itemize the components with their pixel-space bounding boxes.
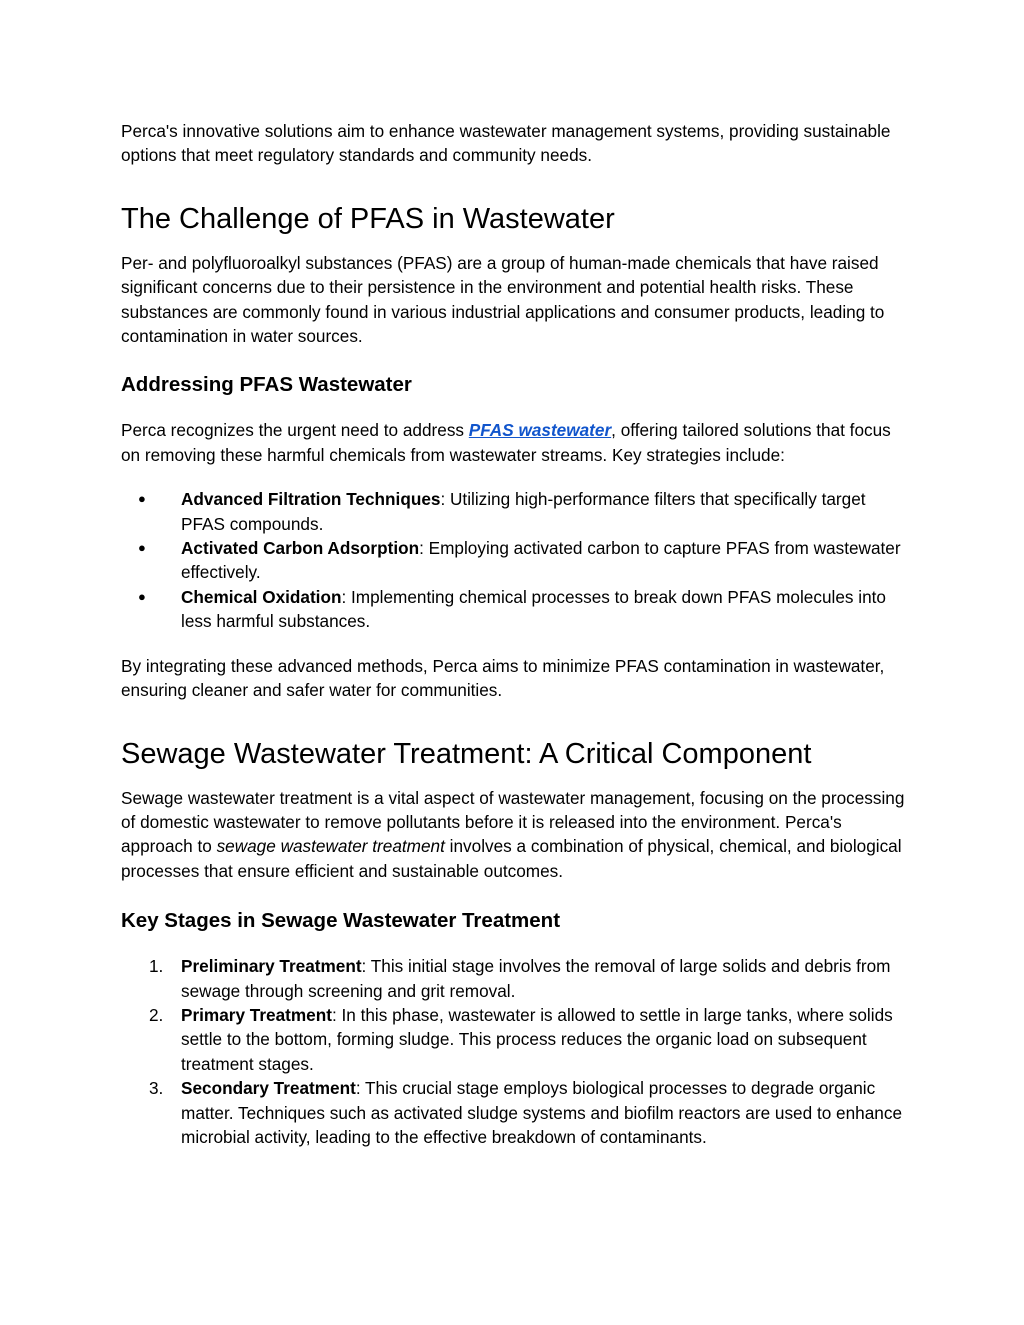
list-item-term: Primary Treatment <box>181 1004 332 1025</box>
document-page <box>121 119 906 1149</box>
list-item-term: Activated Carbon Adsorption <box>181 538 420 559</box>
list-item <box>121 954 906 1003</box>
list-item <box>121 487 906 536</box>
list-item <box>121 585 906 634</box>
addressing-heading: Addressing PFAS Wastewater <box>121 373 412 397</box>
intro-paragraph: Perca's innovative solutions aim to enhance wastewater management systems, providing sustainable options that meet regulatory standards and community needs. <box>121 121 891 166</box>
list-item-desc: : This initial stage involves the removal of large solids and debris from sewage through screening and grit removal. <box>181 956 891 1001</box>
bullet-icon: ● <box>138 491 146 507</box>
list-item <box>121 1076 906 1149</box>
pfas-heading: The Challenge of PFAS in Wastewater <box>121 202 615 235</box>
addressing-paragraph <box>121 418 906 467</box>
list-item <box>121 1003 906 1076</box>
sewage-text-before: Sewage wastewater treatment is a vital aspect of wastewater management, focusing on the processing of domestic wastewater to remove pollutants before it is released into the environment. Perca's approach to <box>121 787 905 857</box>
sewage-paragraph <box>121 786 906 884</box>
closing-paragraph: By integrating these advanced methods, Perca aims to minimize PFAS contamination in wastewater, ensuring cleaner and safer water for communities. <box>121 655 885 701</box>
list-number: 3. <box>149 1078 164 1099</box>
sewage-text-italic: sewage wastewater treatment <box>216 836 445 857</box>
addressing-text-after: , offering tailored solutions that focus on removing these harmful chemicals from wastewater streams. Key strategies include: <box>121 420 891 465</box>
stages-heading: Key Stages in Sewage Wastewater Treatment <box>121 909 561 933</box>
list-item-desc: : Employing activated carbon to capture PFAS from wastewater effectively. <box>181 538 901 583</box>
list-item-desc: : In this phase, wastewater is allowed to settle in large tanks, where solids settle to the bottom, forming sludge. This process reduces the organic load on subsequent treatment stages. <box>181 1004 893 1074</box>
strategy-list <box>121 487 906 633</box>
list-item-desc: : This crucial stage employs biological processes to degrade organic matter. Techniques such as activated sludge systems and biofilm reactors are used to enhance microbial activity, leading to the effective breakdown of contaminants. <box>181 1078 902 1147</box>
bullet-icon: ● <box>138 540 146 556</box>
list-item-desc: : Utilizing high-performance filters that specifically target PFAS compounds. <box>181 489 866 534</box>
sewage-heading: Sewage Wastewater Treatment: A Critical Component <box>121 737 812 770</box>
list-item-desc: : Implementing chemical processes to break down PFAS molecules into less harmful substances. <box>181 586 886 632</box>
list-item-term: Chemical Oxidation <box>181 586 342 607</box>
pfas-wastewater-link[interactable]: PFAS wastewater <box>468 420 612 441</box>
stages-list <box>121 954 906 1149</box>
addressing-text-before: Perca recognizes the urgent need to address <box>121 420 469 441</box>
list-item-term: Preliminary Treatment <box>181 956 362 977</box>
list-number: 1. <box>149 956 164 977</box>
sewage-text-after: involves a combination of physical, chemical, and biological processes that ensure efficient and sustainable outcomes. <box>121 836 902 881</box>
list-item-term: Advanced Filtration Techniques <box>181 489 441 510</box>
list-item-term: Secondary Treatment <box>181 1078 356 1099</box>
list-number: 2. <box>149 1004 164 1025</box>
bullet-icon: ● <box>138 588 146 604</box>
pfas-paragraph: Per- and polyfluoroalkyl substances (PFAS) are a group of human-made chemicals that have raised significant concerns due to their persistence in the environment and potential health risks. These substances are commonly found in various industrial applications and consumer products, leading to contamination in water sources. <box>121 252 885 347</box>
list-item <box>121 536 906 585</box>
